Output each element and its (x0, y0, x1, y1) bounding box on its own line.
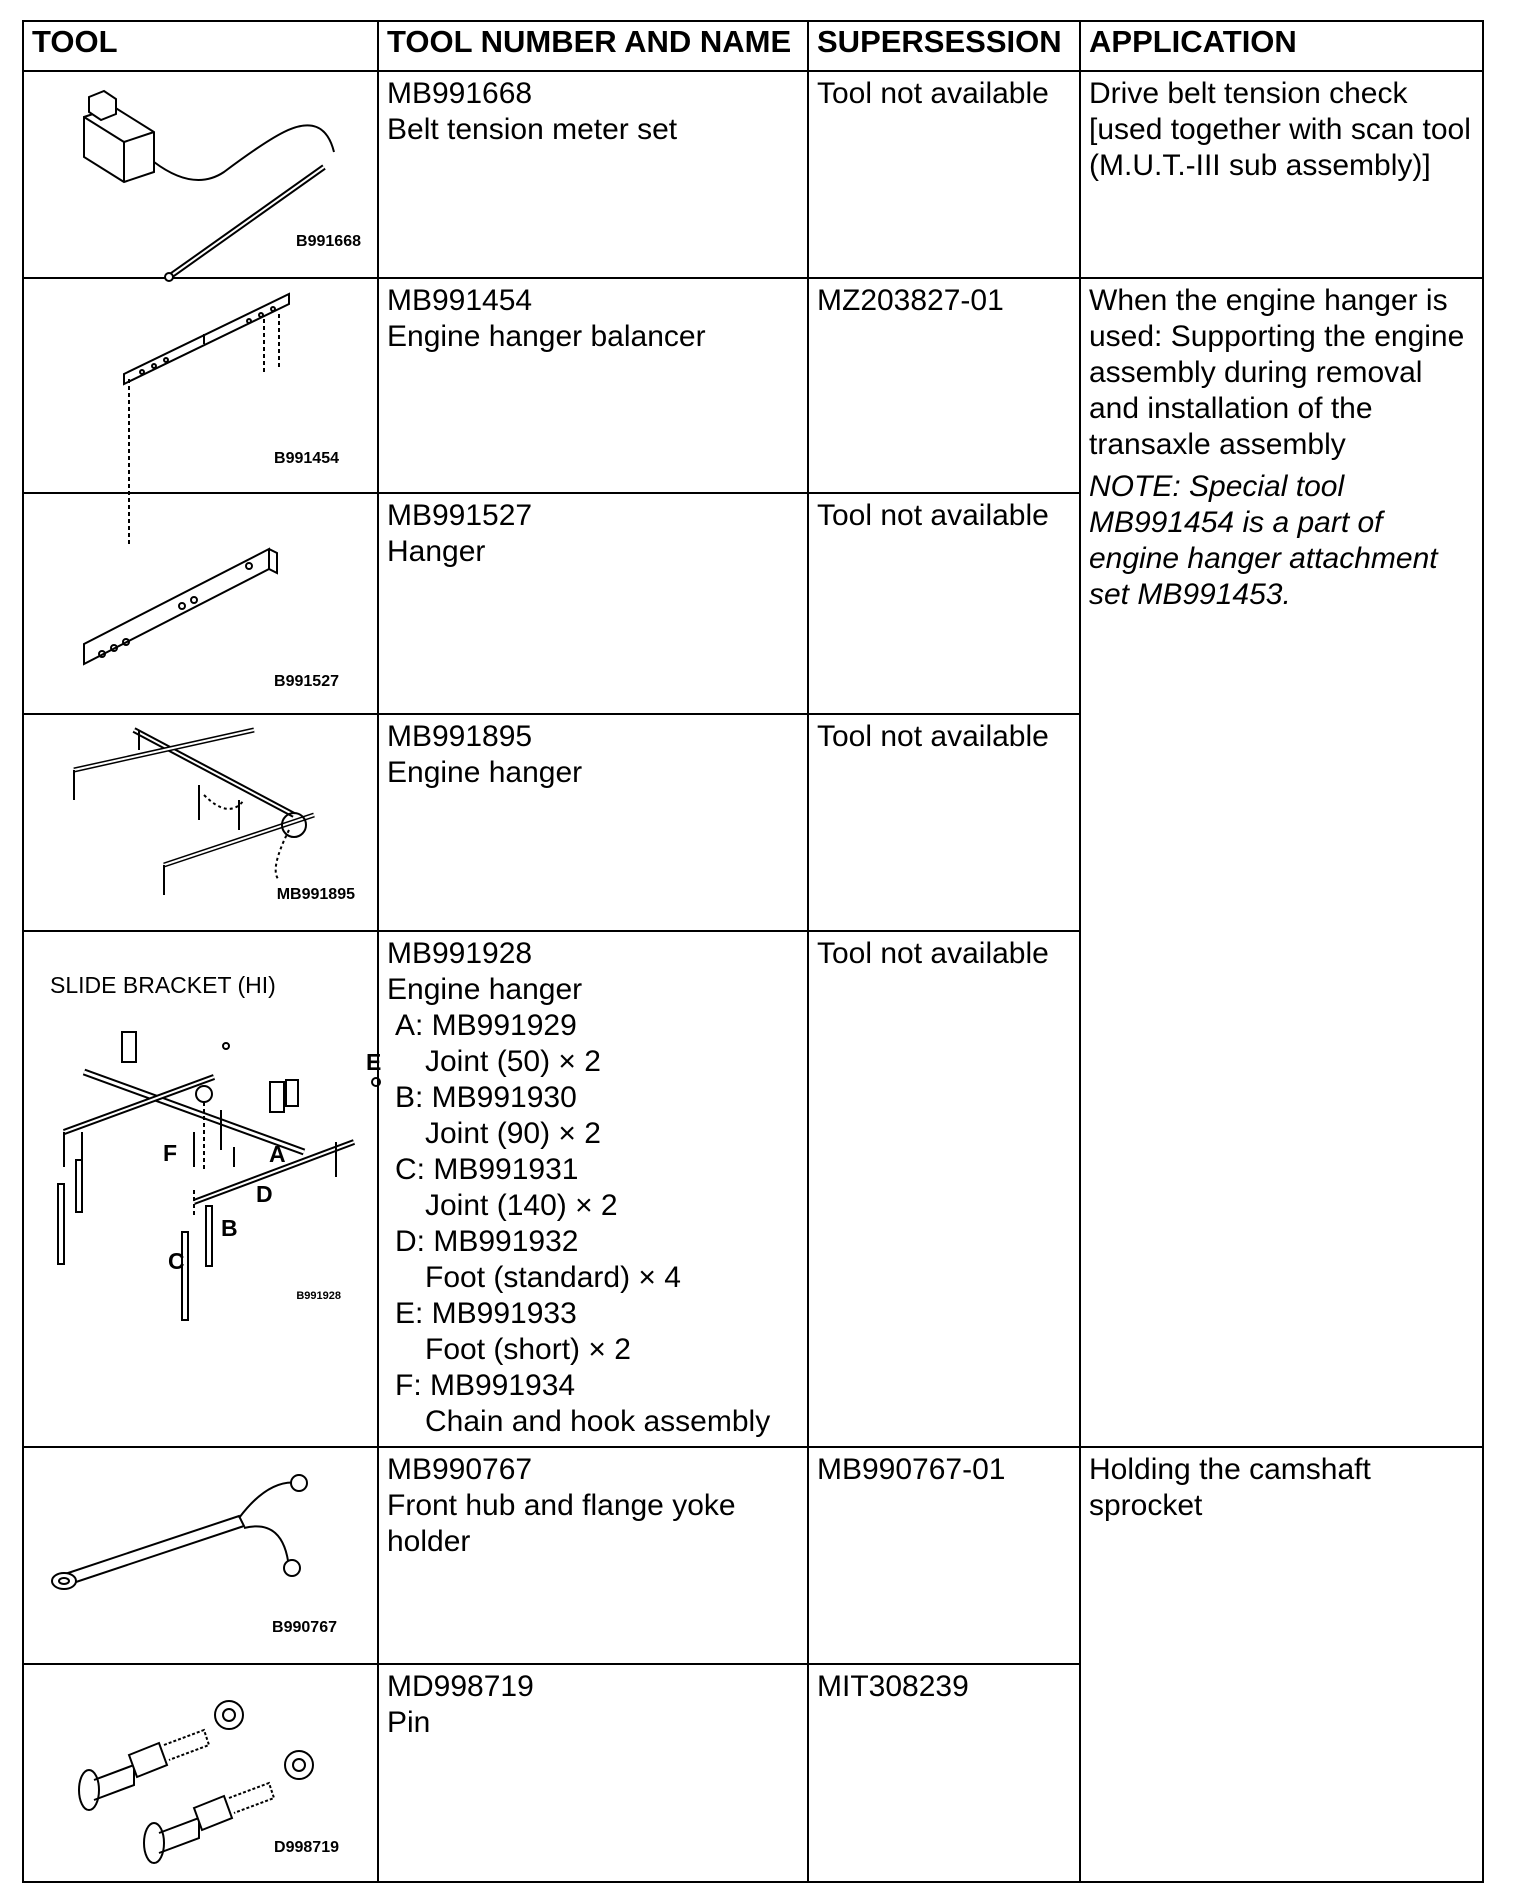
tool-illustration-cell (23, 1447, 378, 1664)
tool-name: Engine hanger (387, 973, 583, 1006)
figure-caption: B991527 (274, 673, 339, 690)
component-code: E: MB991933 (395, 1297, 577, 1330)
tool-illustration-cell (23, 278, 378, 493)
component-desc: Foot (short) × 2 (425, 1333, 631, 1366)
supersession-cell: MZ203827-01 (808, 278, 1080, 493)
application-cell: Holding the camshaft sprocket (1080, 1447, 1483, 1882)
supersession-cell: MB990767-01 (808, 1447, 1080, 1664)
application-note: NOTE: Special tool MB991454 is a part of engine hanger attachment set MB991453. (1089, 470, 1438, 611)
tool-illustration-cell (23, 931, 382, 1447)
header-supersession: SUPERSESSION (808, 21, 1080, 71)
tool-name: Front hub and flange yoke holder (387, 1489, 736, 1558)
engine-hanger-set-illustration (24, 932, 382, 1448)
component-code: D: MB991932 (395, 1225, 579, 1258)
header-application: APPLICATION (1080, 21, 1483, 71)
tool-number: MD998719 (387, 1670, 534, 1703)
tool-name: Pin (387, 1706, 431, 1739)
special-tools-table (22, 20, 1484, 1883)
supersession-cell: Tool not available (808, 71, 1080, 278)
figure-caption: MB991895 (276, 886, 355, 903)
figure-caption: B991454 (274, 450, 339, 467)
figure-title: SLIDE BRACKET (HI) (50, 972, 276, 998)
label-c: C (168, 1248, 185, 1274)
tool-number-name-cell (378, 931, 808, 1447)
table-row (23, 1447, 1483, 1664)
header-row (23, 21, 1483, 71)
supersession-cell: Tool not available (808, 493, 1080, 714)
tool-number-name-cell (378, 493, 808, 714)
application-cell: Drive belt tension check [used together with scan tool (M.U.T.-III sub assembly)] (1080, 71, 1483, 278)
tool-number: MB991454 (387, 284, 533, 317)
tool-number-name-cell (378, 71, 808, 278)
tool-number-name-cell (378, 1447, 808, 1664)
tool-number: MB991527 (387, 499, 533, 532)
tool-number: MB990767 (387, 1453, 533, 1486)
supersession-cell: Tool not available (808, 931, 1080, 1447)
component-code: B: MB991930 (395, 1081, 577, 1114)
label-b: B (221, 1215, 238, 1241)
tool-illustration-cell (23, 1664, 378, 1882)
tool-number: MB991668 (387, 77, 533, 110)
application-cell (1080, 278, 1483, 1447)
supersession-cell: MIT308239 (808, 1664, 1080, 1882)
component-desc: Chain and hook assembly (425, 1405, 771, 1438)
tool-name: Hanger (387, 535, 486, 568)
label-d: D (256, 1181, 273, 1207)
tool-illustration-cell (23, 493, 378, 714)
tool-number-name-cell (378, 714, 808, 931)
figure-caption: B991928 (296, 1290, 341, 1302)
figure-caption: B991668 (296, 233, 361, 250)
supersession-cell: Tool not available (808, 714, 1080, 931)
application-text: When the engine hanger is used: Supporting the engine assembly during removal and installation of the transaxle assembly (1089, 284, 1465, 461)
tool-illustration-cell (23, 714, 378, 931)
component-desc: Joint (140) × 2 (425, 1189, 618, 1222)
header-number-name: TOOL NUMBER AND NAME (378, 21, 808, 71)
component-desc: Joint (90) × 2 (425, 1117, 601, 1150)
header-tool: TOOL (23, 21, 378, 71)
tool-illustration-cell (23, 71, 378, 278)
table-row (23, 278, 1483, 493)
label-e: E (366, 1049, 382, 1075)
component-code: C: MB991931 (395, 1153, 579, 1186)
component-code: A: MB991929 (395, 1009, 577, 1042)
tool-number-name-cell (378, 1664, 808, 1882)
label-a: A (269, 1141, 286, 1167)
table-row (23, 71, 1483, 278)
figure-caption: B990767 (272, 1619, 337, 1636)
tool-number: MB991895 (387, 720, 533, 753)
tool-name: Belt tension meter set (387, 113, 678, 146)
figure-caption: D998719 (274, 1839, 339, 1856)
tool-number-name-cell (378, 278, 808, 493)
component-desc: Joint (50) × 2 (425, 1045, 601, 1078)
component-desc: Foot (standard) × 4 (425, 1261, 681, 1294)
label-f: F (163, 1140, 178, 1166)
tool-number: MB991928 (387, 937, 533, 970)
tool-name: Engine hanger balancer (387, 320, 706, 353)
component-code: F: MB991934 (395, 1369, 576, 1402)
tool-name: Engine hanger (387, 756, 583, 789)
